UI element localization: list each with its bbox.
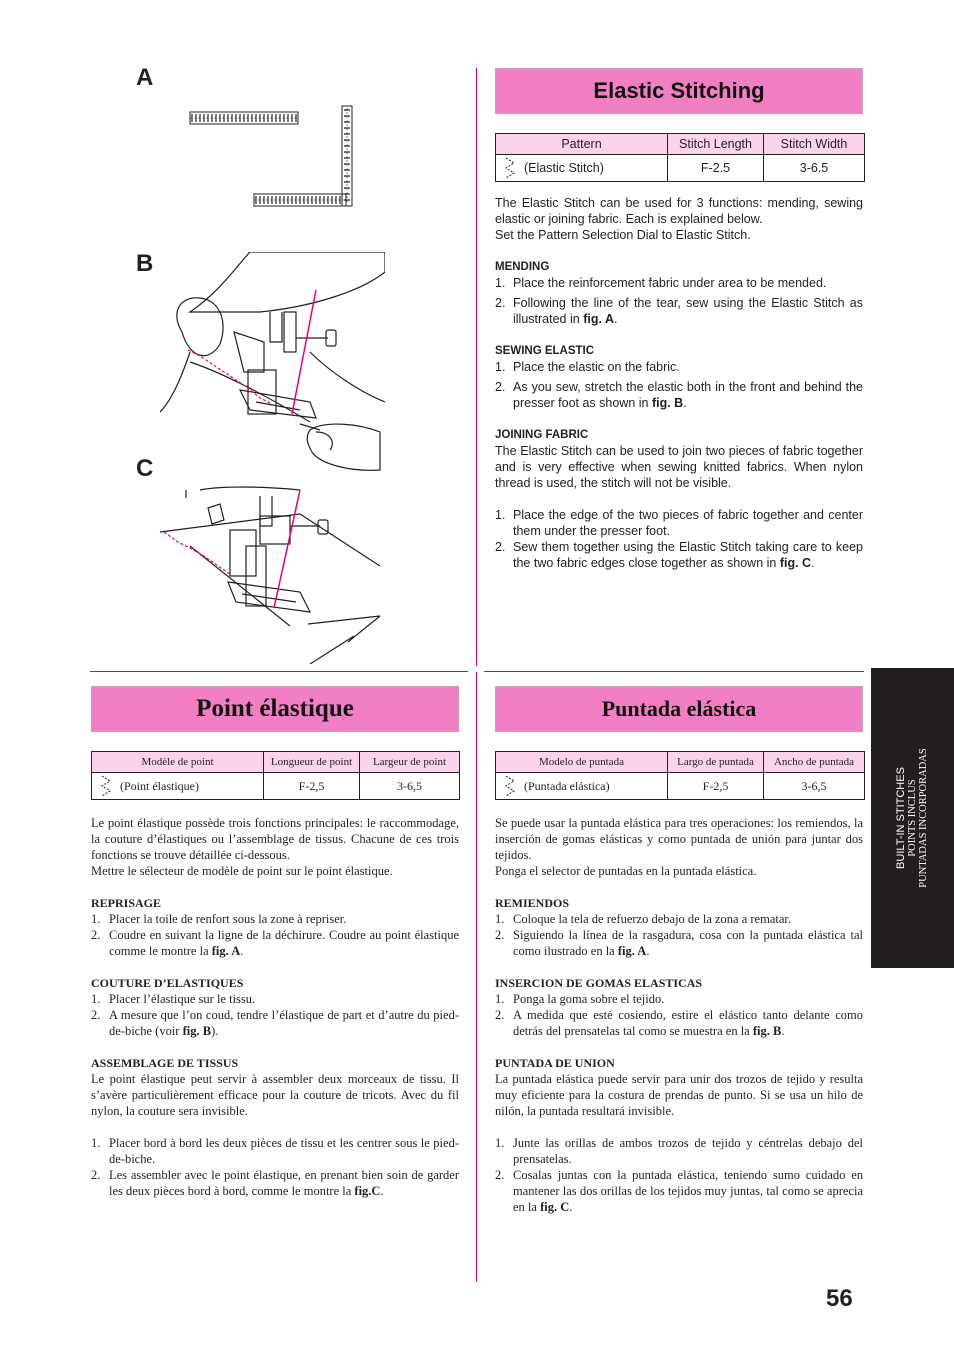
- spanish-col-pattern: Modelo de puntada: [496, 752, 668, 773]
- section-divider-left: [90, 671, 468, 672]
- french-intro: Le point élastique possède trois fonctions principales: le raccommodage, la couture d’élastiques ou l’assemblage de tissus. Chacune de ces trois fonctions se trouve détaillée ci-dessous.: [91, 816, 459, 862]
- list-item: 1. Place the elastic on the fabric.: [495, 360, 680, 374]
- english-body: [495, 195, 863, 571]
- english-intro2: Set the Pattern Selection Dial to Elastic Stitch.: [495, 228, 751, 242]
- french-pattern-name: (Point élastique): [120, 778, 199, 793]
- spanish-title-banner: [495, 686, 863, 732]
- list-item: 2. Sew them together using the Elastic Stitch taking care to keep the two fabric edges close together as shown in fig. C.: [495, 540, 863, 570]
- section-divider-right: [484, 671, 864, 672]
- english-length-value: F-2.5: [668, 155, 764, 182]
- list-item: 1. Ponga la goma sobre el tejido.: [495, 992, 665, 1006]
- spanish-col-length: Largo de puntada: [668, 752, 764, 773]
- list-item: 1. Placer la toile de renfort sous la zone à repriser.: [91, 912, 347, 926]
- spanish-col-width: Ancho de puntada: [764, 752, 865, 773]
- french-body: [91, 815, 459, 1199]
- figure-c-label: C: [136, 455, 154, 482]
- english-width-value: 3-6.5: [764, 155, 865, 182]
- spanish-title: Puntada elástica: [601, 696, 757, 721]
- list-item: 2. Siguiendo la línea de la rasgadura, cosa con la puntada elástica tal como ilustrado en la fig. A.: [495, 928, 863, 958]
- french-pattern-table: [91, 751, 460, 800]
- spanish-width-value: 3-6,5: [764, 773, 865, 800]
- list-item: 1. Placer l’élastique sur le tissu.: [91, 992, 256, 1006]
- french-col-width: Largeur de point: [360, 752, 460, 773]
- list-item: 1. Placer bord à bord les deux pièces de tissu et les centrer sous le pied-de-biche.: [91, 1136, 459, 1166]
- spanish-mending-heading: REMIENDOS: [495, 896, 570, 910]
- spanish-body: [495, 815, 863, 1215]
- french-width-value: 3-6,5: [360, 773, 460, 800]
- french-col-length: Longueur de point: [264, 752, 360, 773]
- list-item: 2. As you sew, stretch the elastic both in the front and behind the presser foot as shown in fig. B.: [495, 380, 863, 410]
- spanish-sewing-heading: INSERCION DE GOMAS ELASTICAS: [495, 976, 703, 990]
- elastic-stitch-icon: [504, 157, 516, 179]
- english-title-banner: [495, 68, 863, 114]
- english-pattern-name: (Elastic Stitch): [524, 161, 604, 175]
- list-item: 2. Coudre en suivant la ligne de la déchirure. Coudre au point élastique comme le montre la fig. A.: [91, 928, 459, 958]
- figure-c-illustration: [160, 486, 385, 664]
- column-divider-bottom: [476, 672, 477, 1282]
- spanish-intro: Se puede usar la puntada elástica para tres operaciones: los remiendos, la inserción de gomas elásticas y como puntada de unión para juntar dos tejidos.: [495, 816, 863, 862]
- section-side-tab: [871, 668, 954, 968]
- side-tab-spanish: PUNTADAS INCORPORADAS: [918, 748, 929, 888]
- elastic-stitch-icon: [100, 775, 112, 797]
- page-number: 56: [826, 1285, 853, 1312]
- list-item: 2. A mesure que l’on coud, tendre l’élastique de part et d’autre du pied-de-biche (voir fig. B).: [91, 1008, 459, 1038]
- english-joining-text: The Elastic Stitch can be used to join two pieces of fabric together and is very effective when sewing knitted fabrics. When nylon thread is used, the stitch will not be visible.: [495, 444, 863, 490]
- french-sewing-heading: COUTURE D’ELASTIQUES: [91, 976, 244, 990]
- french-mending-heading: REPRISAGE: [91, 896, 162, 910]
- spanish-joining-heading: PUNTADA DE UNION: [495, 1056, 615, 1070]
- english-col-length: Stitch Length: [668, 134, 764, 155]
- french-intro2: Mettre le sélecteur de modèle de point sur le point élastique.: [91, 864, 393, 878]
- list-item: 1. Place the reinforcement fabric under area to be mended.: [495, 276, 827, 290]
- figure-a-label: A: [136, 64, 154, 91]
- spanish-intro2: Ponga el selector de puntadas en la puntada elástica.: [495, 864, 757, 878]
- list-item: 1. Coloque la tela de refuerzo debajo de la zona a rematar.: [495, 912, 791, 926]
- list-item: 1. Junte las orillas de ambos trozos de tejido y céntrelas debajo del prensatelas.: [495, 1136, 863, 1166]
- list-item: 2. Following the line of the tear, sew using the Elastic Stitch as illustrated in fig. A.: [495, 296, 863, 326]
- side-tab-french: POINTS INCLUS: [907, 779, 918, 857]
- list-item: 2. Cosalas juntas con la puntada elástica, teniendo sumo cuidado en mantener las dos orillas de los tejidos muy juntas, tal como se aprecia en la fig. C.: [495, 1168, 863, 1214]
- english-col-width: Stitch Width: [764, 134, 865, 155]
- english-pattern-table: [495, 133, 865, 182]
- french-joining-heading: ASSEMBLAGE DE TISSUS: [91, 1056, 239, 1070]
- french-col-pattern: Modèle de point: [92, 752, 264, 773]
- list-item: 2. A medida que esté cosiendo, estire el elástico tanto delante como detrás del prensatelas tal como se muestra en la fig. B.: [495, 1008, 863, 1038]
- list-item: 2. Les assembler avec le point élastique, en prenant bien soin de garder les deux pièces bord à bord, comme le montre la fig.C.: [91, 1168, 459, 1198]
- column-divider-top: [476, 68, 477, 666]
- english-col-pattern: Pattern: [496, 134, 668, 155]
- french-joining-text: Le point élastique peut servir à assembler deux morceaux de tissu. Il s’avère particulièrement efficace pour la couture de tricots. Avec du fil nylon, la couture sera invisible.: [91, 1072, 459, 1118]
- elastic-stitch-icon: [504, 775, 516, 797]
- english-joining-heading: JOINING FABRIC: [495, 429, 589, 441]
- english-title: Elastic Stitching: [593, 78, 765, 103]
- english-mending-heading: MENDING: [495, 261, 550, 273]
- list-item: 1. Place the edge of the two pieces of fabric together and center them under the presser foot.: [495, 508, 863, 538]
- spanish-joining-text: La puntada elástica puede servir para unir dos trozos de tejido y resulta muy eficiente para la costura de prendas de punto. Si se usa un hilo de nilón, la puntada resultará invisible.: [495, 1072, 863, 1118]
- side-tab-english: BUILT-IN STITCHES: [895, 767, 907, 869]
- figure-b-illustration: [160, 252, 385, 474]
- spanish-pattern-table: [495, 751, 865, 800]
- spanish-length-value: F-2,5: [668, 773, 764, 800]
- english-intro: The Elastic Stitch can be used for 3 functions: mending, sewing elastic or joining fabric. Each is explained below.: [495, 196, 863, 226]
- french-length-value: F-2,5: [264, 773, 360, 800]
- spanish-pattern-name: (Puntada elástica): [524, 778, 610, 793]
- french-title-banner: [91, 686, 459, 732]
- french-title: Point élastique: [196, 695, 354, 722]
- figure-b-label: B: [136, 250, 154, 277]
- figure-a-illustration: [186, 104, 358, 214]
- english-sewing-heading: SEWING ELASTIC: [495, 345, 595, 357]
